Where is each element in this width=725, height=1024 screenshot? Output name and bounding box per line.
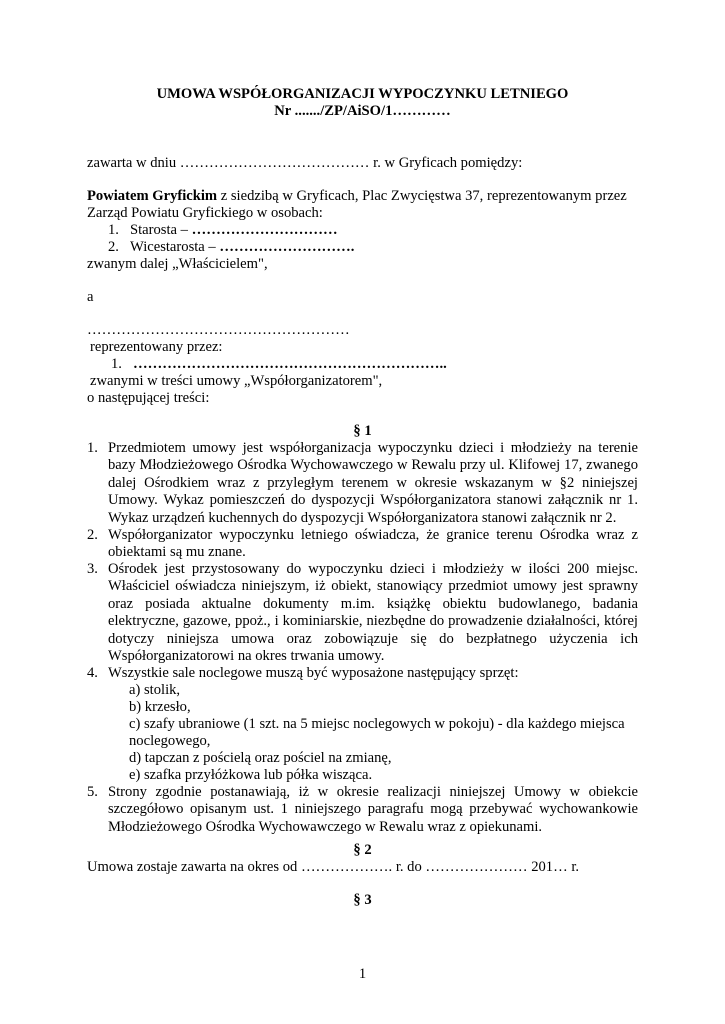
rep2-blank: ………………………. — [219, 239, 355, 255]
s1-item-1-number: 1. — [87, 440, 98, 456]
conjunction: a — [87, 289, 94, 305]
document-number: Nr ......./ZP/AiSO/1………… — [274, 103, 451, 119]
rep1-label: Starosta – — [130, 222, 192, 238]
s1-item-4-number: 4. — [87, 665, 98, 681]
intro-line: zawarta w dniu ………………………………… r. w Gryficach pomiędzy: — [87, 155, 523, 171]
rep1-line — [130, 222, 338, 239]
equipment-item: e) szafka przyłóżkowa lub półka wisząca. — [129, 767, 373, 783]
equipment-item: b) krzesło, — [129, 699, 191, 715]
equipment-item-continuation: noclegowego, — [129, 733, 211, 749]
party1-line — [87, 188, 627, 205]
section-3-heading: § 3 — [353, 892, 372, 908]
rep2-label: Wicestarosta – — [130, 239, 220, 255]
party1-alias: zwanym dalej „Właścicielem", — [87, 256, 268, 272]
party1-board: Zarząd Powiatu Gryfickiego w osobach: — [87, 205, 323, 221]
party1-name: Powiatem Gryfickim — [87, 188, 218, 204]
equipment-item: d) tapczan z pościelą oraz pościel na zmianę, — [129, 750, 392, 766]
s1-item-4-text: Wszystkie sale noclegowe muszą być wyposażone następujący sprzęt: — [108, 665, 519, 681]
rep1-number: 1. — [108, 222, 119, 238]
party2-alias: zwanymi w treści umowy „Współorganizatorem", — [90, 373, 383, 389]
s1-item-2-text: Współorganizator wypoczynku letniego oświadcza, że granice terenu Ośrodka wraz z obiektami są mu znane. — [108, 527, 638, 561]
s1-item-5-text: Strony zgodnie postanawiają, iż w okresie realizacji niniejszej Umowy w obiekcie szczegółowo opisanym ust. 1 niniejszego paragrafu mogą przebywać wychowankowie Młodzieżowego Ośrodka Wychowawczego w Rewalu wraz z opiekunami. — [108, 784, 638, 835]
party1-details: z siedzibą w Gryficach, Plac Zwycięstwa 37, reprezentowanym przez — [217, 188, 627, 204]
section-1-heading: § 1 — [353, 423, 372, 439]
equipment-item: a) stolik, — [129, 682, 181, 698]
party2-rep1-number: 1. — [111, 356, 122, 372]
following-text: o następującej treści: — [87, 390, 210, 406]
s1-item-3-text: Ośrodek jest przystosowany do wypoczynku dzieci i młodzieży w ilości 200 miejsc. Właściciel oświadcza niniejszym, iż obiekt, stanowiący przedmiot umowy jest sprawny oraz posiada aktualne dokumenty m.im. książkę obiektu budowlanego, badania elektryczne, gazowe, ppoż., i kominiarskie, niezbędne do prowadzenie działalności, której dotyczy niniejsza umowa oraz zobowiązuje się do bezpłatnego użyczenia ich Współorganizatorowi na okres trwania umowy. — [108, 561, 638, 665]
s1-item-2-number: 2. — [87, 527, 98, 543]
rep2-number: 2. — [108, 239, 119, 255]
s1-item-1-text: Przedmiotem umowy jest współorganizacja wypoczynku dzieci i młodzieży na terenie bazy Młodzieżowego Ośrodka Wychowawczego w Rewalu przy ul. Klifowej 17, zwanego dalej Ośrodkiem wraz z przyległym terenem w okresie wskazanym w §2 niniejszej Umowy. Wykaz pomieszczeń do dyspozycji Współorganizatora stanowi załącznik nr 1. Wykaz urządzeń kuchennych do dyspozycji Współorganizatora stanowi załącznik nr 2. — [108, 440, 638, 526]
equipment-item: c) szafy ubraniowe (1 szt. na 5 miejsc noclegowych w pokoju) - dla każdego miejsca — [129, 716, 625, 732]
section-2-heading: § 2 — [353, 842, 372, 858]
section-2-text: Umowa zostaje zawarta na okres od ………………. r. do ………………… 201… r. — [87, 859, 580, 875]
page-number: 1 — [358, 966, 367, 982]
party2-rep1-blank: ……………………………………………………….. — [133, 356, 447, 372]
rep1-blank: ………………………… — [191, 222, 338, 238]
s1-item-3-number: 3. — [87, 561, 98, 577]
document-title: UMOWA WSPÓŁORGANIZACJI WYPOCZYNKU LETNIEGO — [156, 86, 569, 102]
s1-item-5-number: 5. — [87, 784, 98, 800]
party2-blank: ……………………………………………… — [87, 322, 350, 338]
rep2-line — [130, 239, 354, 256]
party2-represented: reprezentowany przez: — [90, 339, 223, 355]
